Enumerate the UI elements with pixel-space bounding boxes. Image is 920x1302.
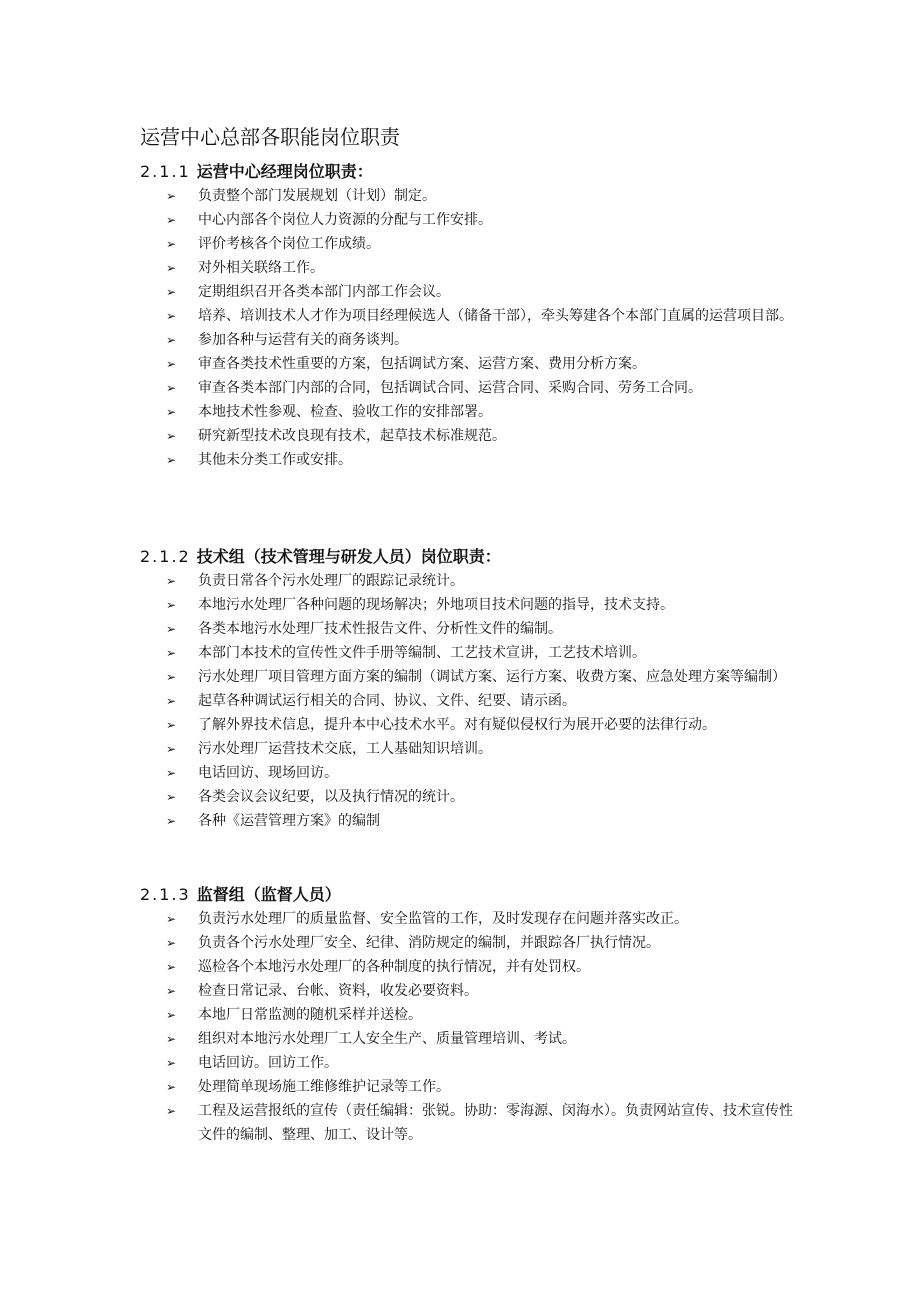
list-item-text: 本地污水处理厂各种问题的现场解决；外地项目技术问题的指导，技术支持。 (198, 597, 674, 613)
list-item-text: 研究新型技术改良现有技术，起草技术标准规范。 (198, 428, 506, 444)
list-item (140, 376, 800, 400)
arrow-bullet-icon: ➢ (166, 261, 177, 275)
list-item-text: 本地厂日常监测的随机采样并送检。 (198, 1007, 422, 1023)
arrow-bullet-icon: ➢ (166, 381, 177, 395)
list-item-text: 中心内部各个岗位人力资源的分配与工作安排。 (198, 212, 492, 228)
list-item-text: 本地技术性参观、检查、验收工作的安排部署。 (198, 404, 492, 420)
list-item-text: 工程及运营报纸的宣传（责任编辑：张锐。协助：零海源、闵海水）。负责网站宣传、技术宣传性文件的编制、整理、加工、设计等。 (198, 1103, 793, 1143)
list-item (140, 785, 800, 809)
section-heading (140, 160, 800, 184)
list-item (140, 400, 800, 424)
list-item (140, 1027, 800, 1051)
list-item (140, 1099, 800, 1147)
section-tech-group-duties (140, 545, 800, 833)
list-item-text: 各种《运营管理方案》的编制 (198, 813, 380, 829)
arrow-bullet-icon: ➢ (166, 790, 177, 804)
arrow-bullet-icon: ➢ (166, 357, 177, 371)
arrow-bullet-icon: ➢ (166, 984, 177, 998)
arrow-bullet-icon: ➢ (166, 405, 177, 419)
list-item-text: 审查各类技术性重要的方案，包括调试方案、运营方案、费用分析方案。 (198, 356, 646, 372)
list-item-text: 负责污水处理厂的质量监督、安全监管的工作，及时发现存在问题并落实改正。 (198, 911, 688, 927)
list-item (140, 955, 800, 979)
list-item (140, 304, 800, 328)
list-item-text: 负责各个污水处理厂安全、纪律、消防规定的编制，并跟踪各厂执行情况。 (198, 935, 660, 951)
list-item (140, 424, 800, 448)
arrow-bullet-icon: ➢ (166, 646, 177, 660)
arrow-bullet-icon: ➢ (166, 936, 177, 950)
list-item (140, 809, 800, 833)
list-item-text: 电话回访。回访工作。 (198, 1055, 338, 1071)
list-item (140, 761, 800, 785)
list-item (140, 1051, 800, 1075)
list-item (140, 979, 800, 1003)
section-heading-text: 技术组（技术管理与研发人员）岗位职责： (196, 547, 501, 566)
list-item-text: 负责日常各个污水处理厂的跟踪记录统计。 (198, 573, 464, 589)
arrow-bullet-icon: ➢ (166, 814, 177, 828)
arrow-bullet-icon: ➢ (166, 213, 177, 227)
duty-list (140, 569, 800, 833)
list-item (140, 352, 800, 376)
arrow-bullet-icon: ➢ (166, 453, 177, 467)
section-heading-text: 运营中心经理岗位职责： (196, 162, 373, 181)
arrow-bullet-icon: ➢ (166, 766, 177, 780)
list-item (140, 931, 800, 955)
list-item-text: 处理简单现场施工维修维护记录等工作。 (198, 1079, 450, 1095)
arrow-bullet-icon: ➢ (166, 429, 177, 443)
list-item (140, 593, 800, 617)
section-heading (140, 545, 800, 569)
section-supervision-group-duties (140, 883, 800, 1147)
list-item-text: 定期组织召开各类本部门内部工作会议。 (198, 284, 450, 300)
list-item-text: 对外相关联络工作。 (198, 260, 324, 276)
list-item (140, 448, 800, 472)
list-item (140, 713, 800, 737)
list-item-text: 评价考核各个岗位工作成绩。 (198, 236, 380, 252)
page-title: 运营中心总部各职能岗位职责 (140, 125, 400, 149)
arrow-bullet-icon: ➢ (166, 718, 177, 732)
arrow-bullet-icon: ➢ (166, 333, 177, 347)
list-item (140, 617, 800, 641)
list-item-text: 起草各种调试运行相关的合同、协议、文件、纪要、请示函。 (198, 693, 576, 709)
list-item-text: 参加各种与运营有关的商务谈判。 (198, 332, 408, 348)
section-heading (140, 883, 800, 907)
arrow-bullet-icon: ➢ (166, 1032, 177, 1046)
list-item-text: 各类本地污水处理厂技术性报告文件、分析性文件的编制。 (198, 621, 562, 637)
list-item-text: 审查各类本部门内部的合同，包括调试合同、运营合同、采购合同、劳务工合同。 (198, 380, 702, 396)
arrow-bullet-icon: ➢ (166, 574, 177, 588)
list-item-text: 污水处理厂运营技术交底，工人基础知识培训。 (198, 741, 492, 757)
list-item (140, 280, 800, 304)
arrow-bullet-icon: ➢ (166, 189, 177, 203)
list-item (140, 737, 800, 761)
section-manager-duties (140, 160, 800, 472)
list-item (140, 256, 800, 280)
section-number: 2.1.1 (140, 162, 191, 181)
list-item (140, 208, 800, 232)
list-item-text: 电话回访、现场回访。 (198, 765, 338, 781)
arrow-bullet-icon: ➢ (166, 237, 177, 251)
duty-list (140, 184, 800, 472)
arrow-bullet-icon: ➢ (166, 960, 177, 974)
arrow-bullet-icon: ➢ (166, 694, 177, 708)
arrow-bullet-icon: ➢ (166, 598, 177, 612)
list-item (140, 569, 800, 593)
duty-list (140, 907, 800, 1147)
arrow-bullet-icon: ➢ (166, 670, 177, 684)
list-item (140, 232, 800, 256)
list-item (140, 1075, 800, 1099)
arrow-bullet-icon: ➢ (166, 742, 177, 756)
list-item (140, 184, 800, 208)
list-item (140, 665, 800, 689)
arrow-bullet-icon: ➢ (166, 1056, 177, 1070)
list-item-text: 了解外界技术信息，提升本中心技术水平。对有疑似侵权行为展开必要的法律行动。 (198, 717, 716, 733)
arrow-bullet-icon: ➢ (166, 622, 177, 636)
arrow-bullet-icon: ➢ (166, 285, 177, 299)
arrow-bullet-icon: ➢ (166, 1104, 177, 1118)
list-item-text: 组织对本地污水处理厂工人安全生产、质量管理培训、考试。 (198, 1031, 576, 1047)
list-item-text: 各类会议会议纪要，以及执行情况的统计。 (198, 789, 464, 805)
arrow-bullet-icon: ➢ (166, 912, 177, 926)
list-item-text: 其他未分类工作或安排。 (198, 452, 352, 468)
arrow-bullet-icon: ➢ (166, 1080, 177, 1094)
list-item (140, 907, 800, 931)
list-item (140, 1003, 800, 1027)
section-number: 2.1.3 (140, 885, 191, 904)
list-item-text: 污水处理厂项目管理方面方案的编制（调试方案、运行方案、收费方案、应急处理方案等编制） (198, 669, 786, 685)
list-item-text: 巡检各个本地污水处理厂的各种制度的执行情况，并有处罚权。 (198, 959, 590, 975)
list-item-text: 本部门本技术的宣传性文件手册等编制、工艺技术宣讲，工艺技术培训。 (198, 645, 646, 661)
list-item (140, 689, 800, 713)
list-item (140, 641, 800, 665)
arrow-bullet-icon: ➢ (166, 309, 177, 323)
list-item-text: 培养、培训技术人才作为项目经理候选人（储备干部），牵头筹建各个本部门直属的运营项目部。 (198, 308, 793, 324)
section-number: 2.1.2 (140, 547, 191, 566)
list-item (140, 328, 800, 352)
arrow-bullet-icon: ➢ (166, 1008, 177, 1022)
list-item-text: 负责整个部门发展规划（计划）制定。 (198, 188, 436, 204)
section-heading-text: 监督组（监督人员） (196, 885, 341, 904)
list-item-text: 检查日常记录、台帐、资料，收发必要资料。 (198, 983, 478, 999)
